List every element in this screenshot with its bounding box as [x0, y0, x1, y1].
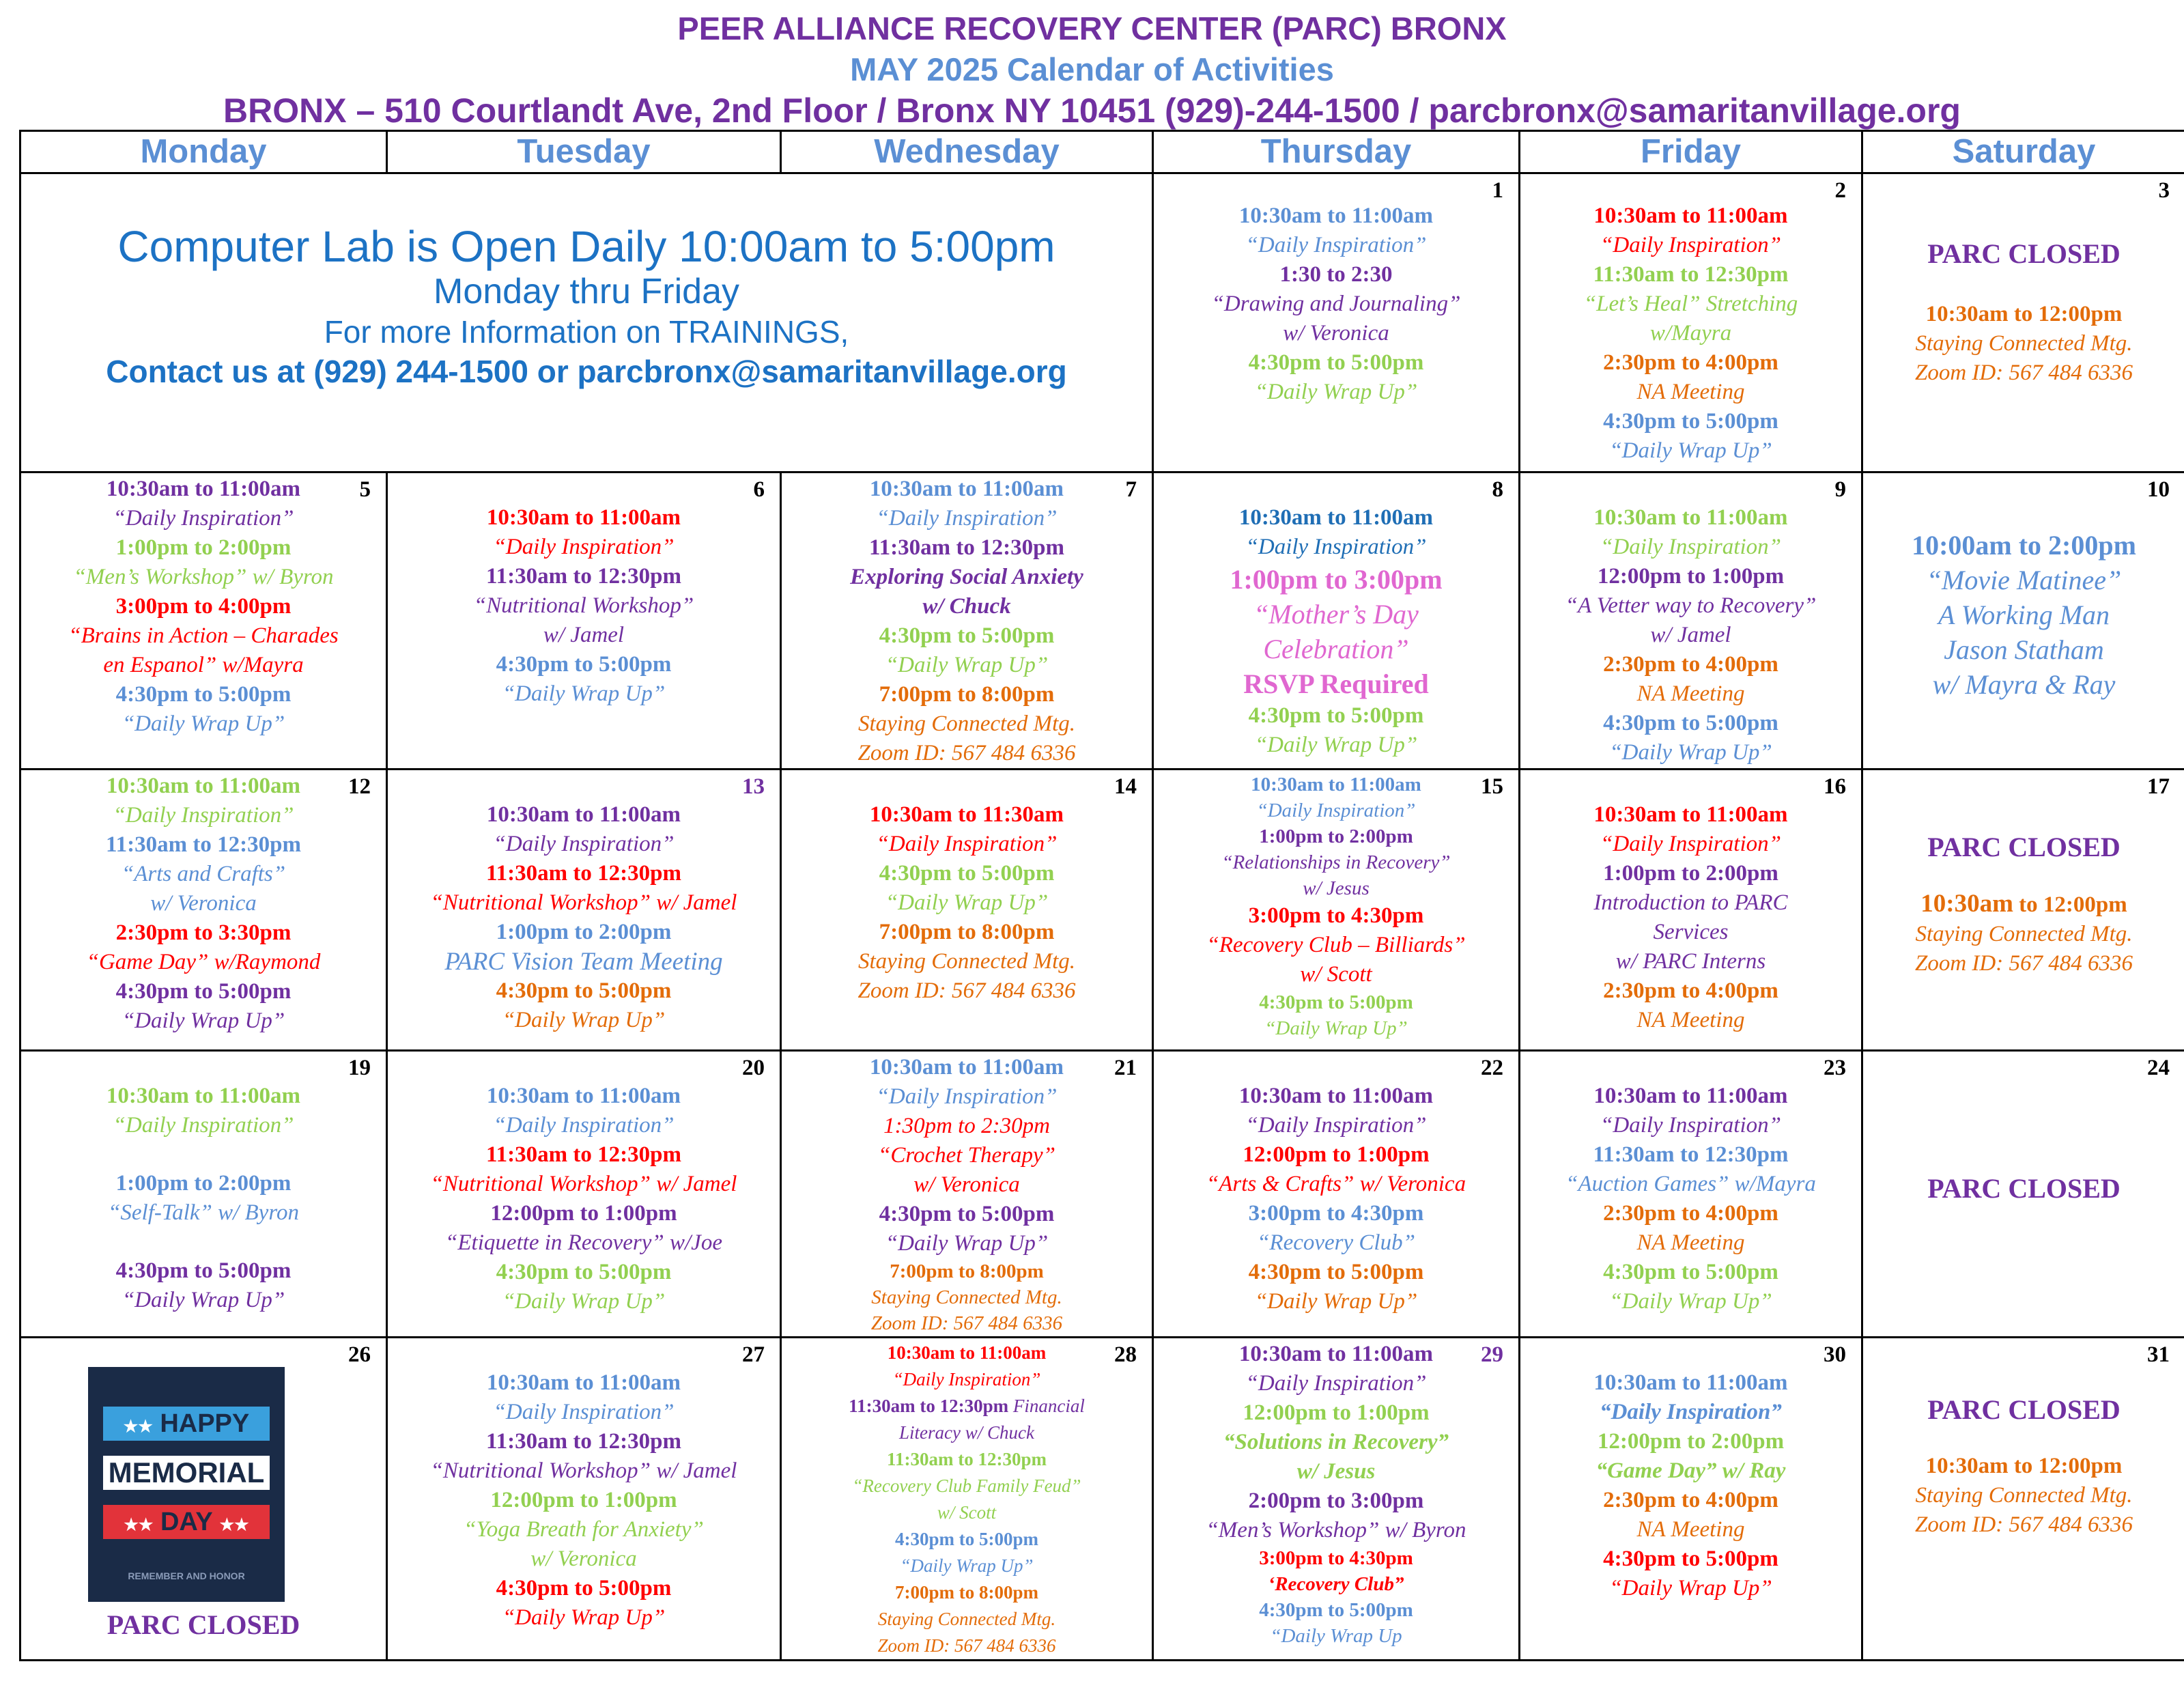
event-host: w/ Veronica	[530, 1547, 637, 1571]
event-time: 1:00pm to 2:00pm	[115, 535, 292, 560]
event-time: 4:30pm to 5:00pm	[496, 652, 672, 677]
day-number: 20	[742, 1056, 765, 1080]
day-cell-3	[1862, 173, 2184, 472]
day-cell-13	[387, 770, 781, 1051]
event-title: “Yoga Breath for Anxiety”	[464, 1517, 704, 1542]
event-time: 11:30am to 12:30pm	[1593, 262, 1789, 287]
event-time: 10:30am to 11:00am	[869, 1055, 1064, 1080]
event-time: 4:30pm to 5:00pm	[879, 623, 1055, 648]
event-time: 7:00pm to 8:00pm	[879, 920, 1055, 944]
event-time: 2:30pm to 4:00pm	[1603, 350, 1778, 375]
event-title: “Daily Wrap Up”	[1609, 740, 1772, 765]
event-title: “Let’s Heal” Stretching	[1583, 292, 1798, 316]
lab-hours: Computer Lab is Open Daily 10:00am to 5:00pm	[117, 222, 1055, 271]
week-row-4	[20, 1051, 2184, 1338]
event-host: w/ Veronica	[1283, 321, 1389, 345]
day-number: 31	[2147, 1342, 2170, 1367]
event-title: Staying Connected Mtg.	[857, 711, 1075, 736]
day-number: 9	[1834, 477, 1846, 502]
event-time: 1:00pm to 2:00pm	[1259, 826, 1413, 847]
event-title: Introduction to PARC	[1593, 890, 1788, 915]
event-time: 11:30am to 12:30pm	[106, 832, 301, 857]
event-title: “Recovery Club”	[1257, 1230, 1415, 1255]
week-row-2	[20, 472, 2184, 770]
parc-closed-label: PARC CLOSED	[107, 1609, 300, 1640]
event-host: w/ Scott	[1300, 962, 1372, 987]
event-time: 12:00pm to 1:00pm	[490, 1201, 677, 1226]
event-title: NA Meeting	[1636, 1517, 1745, 1542]
zoom-id: Zoom ID: 567 484 6336	[877, 1635, 1056, 1656]
event-time: 10:30am to 11:00am	[869, 477, 1064, 501]
event-host: w/ Jamel	[543, 623, 625, 647]
event-time: 1:00pm to 2:00pm	[1603, 861, 1778, 886]
event-time: 4:30pm to 5:00pm	[1603, 711, 1778, 735]
day-number: 21	[1114, 1056, 1137, 1080]
event-time: 10:30am to 11:00am	[486, 505, 681, 530]
event-title: “Daily Inspiration”	[1600, 535, 1781, 559]
header-wednesday: Wednesday	[781, 131, 1153, 173]
memorial-day-image	[88, 1367, 285, 1602]
event-host: w/ Veronica	[150, 891, 257, 916]
event-time: 12:00pm to 1:00pm	[1243, 1142, 1430, 1167]
event-title: “Game Day” w/ Ray	[1596, 1458, 1786, 1483]
happy-text	[88, 1407, 285, 1444]
event-title: Financial	[1012, 1396, 1085, 1416]
event-time: 2:30pm to 3:30pm	[115, 920, 292, 945]
event-time: 2:30pm to 4:00pm	[1603, 978, 1778, 1003]
day-cell-8	[1153, 472, 1520, 770]
day-number: 29	[1481, 1342, 1503, 1367]
day-number: 10	[2147, 477, 2170, 502]
event-title: “Daily Wrap Up”	[1254, 380, 1418, 404]
event-time: 3:00pm to 4:30pm	[1248, 903, 1424, 928]
day-cell-21	[781, 1051, 1153, 1338]
day-cell-1	[1153, 173, 1520, 472]
event-time: 7:00pm to 8:00pm	[895, 1582, 1038, 1603]
day-number: 30	[1824, 1342, 1846, 1367]
day-number: 14	[1114, 774, 1137, 799]
event-host: w/ Jamel	[1650, 623, 1731, 647]
event-time: 3:00pm to 4:30pm	[1248, 1201, 1424, 1226]
event-title: “Daily Inspiration”	[493, 535, 675, 559]
header-tuesday: Tuesday	[387, 131, 781, 173]
stars-icon: ★★	[123, 1417, 153, 1436]
event-host: w/ Chuck	[922, 594, 1011, 619]
day-cell-14	[781, 770, 1153, 1051]
event-host: w/ Veronica	[913, 1172, 1020, 1197]
event-title: “Movie Matinee”	[1926, 565, 2122, 595]
day-cell-6	[387, 472, 781, 770]
event-title: “Daily Inspiration”	[1600, 233, 1781, 257]
stars-icon: ★★	[219, 1516, 249, 1534]
event-time: 4:30pm to 5:00pm	[1259, 1599, 1413, 1621]
day-cell-22	[1153, 1051, 1520, 1338]
event-time: 2:30pm to 4:00pm	[1603, 1488, 1778, 1512]
event-title: “Daily Wrap Up”	[1609, 1289, 1772, 1314]
event-title: “Game Day” w/Raymond	[86, 950, 321, 974]
calendar-title: MAY 2025 Calendar of Activities	[850, 51, 1334, 87]
event-time: 11:30am to 12:30pm	[486, 1142, 681, 1167]
event-title: Staying Connected Mtg.	[871, 1286, 1062, 1308]
rsvp-note: RSVP Required	[1243, 668, 1429, 699]
day-number: 16	[1824, 774, 1846, 799]
event-time: 2:30pm to 4:00pm	[1603, 1201, 1778, 1226]
event-title: “Men’s Workshop” w/ Byron	[73, 565, 334, 589]
event-time: 4:30pm to 5:00pm	[1248, 703, 1424, 728]
day-number: 3	[2158, 178, 2170, 203]
day-number: 22	[1481, 1056, 1503, 1080]
event-time: 10:30am to 11:00am	[1238, 203, 1434, 228]
event-time: 10:00am to 2:00pm	[1912, 530, 2136, 561]
event-title: “Arts and Crafts”	[121, 862, 286, 886]
event-title: “Daily Wrap Up”	[1609, 1576, 1772, 1600]
day-cell-29	[1153, 1338, 1520, 1661]
event-time: 11:30am to 12:30pm	[486, 861, 681, 886]
event-title: “Daily Inspiration”	[1600, 1400, 1782, 1424]
event-time: 3:00pm to 4:00pm	[115, 594, 292, 619]
day-number: 2	[1834, 178, 1846, 203]
computer-lab-notice	[20, 173, 1153, 472]
event-title: “Recovery Club – Billiards”	[1206, 933, 1466, 957]
event-title: “Relationships in Recovery”	[1221, 851, 1451, 873]
event-title: “Daily Inspiration”	[1256, 800, 1416, 821]
event-title: NA Meeting	[1636, 681, 1745, 706]
day-cell-5	[20, 472, 387, 770]
event-time: 1:00pm to 2:00pm	[115, 1171, 292, 1196]
day-cell-17	[1862, 770, 2184, 1051]
event-time: 1:00pm to 2:00pm	[496, 920, 672, 944]
event-title: “Daily Wrap Up”	[502, 1289, 666, 1314]
event-title: “Nutritional Workshop”	[473, 593, 694, 618]
event-time: 7:00pm to 8:00pm	[879, 682, 1055, 707]
event-time: 12:00pm to 1:00pm	[490, 1488, 677, 1512]
event-title: “Daily Inspiration”	[892, 1369, 1041, 1389]
event-title: “Daily Wrap Up”	[1254, 733, 1418, 757]
day-cell-9	[1520, 472, 1862, 770]
event-host: w/ Jesus	[1296, 1459, 1376, 1484]
day-cell-31	[1862, 1338, 2184, 1661]
day-number: 27	[742, 1342, 765, 1367]
parc-closed-label: PARC CLOSED	[1927, 832, 2121, 862]
event-time: 11:30am to 12:30pm	[1593, 1142, 1789, 1167]
event-title: Staying Connected Mtg.	[1915, 331, 2133, 356]
event-title: “Daily Inspiration”	[113, 803, 294, 828]
zoom-id: Zoom ID: 567 484 6336	[1915, 951, 2133, 976]
event-time: 11:30am to 12:30pm	[486, 1429, 681, 1454]
event-title: “Daily Inspiration”	[1600, 1113, 1781, 1138]
parc-closed-label: PARC CLOSED	[1927, 1173, 2121, 1204]
event-time: 4:30pm to 5:00pm	[879, 1202, 1055, 1226]
event-title: Literacy w/ Chuck	[899, 1422, 1034, 1443]
event-title: “Nutritional Workshop” w/ Jamel	[430, 1458, 737, 1483]
header-monday: Monday	[20, 131, 387, 173]
event-time: 10:30am to 11:00am	[1238, 1342, 1434, 1366]
day-cell-12	[20, 770, 387, 1051]
event-title: “Etiquette in Recovery” w/Joe	[445, 1230, 722, 1255]
event-time: 2:00pm to 3:00pm	[1248, 1489, 1424, 1513]
day-text	[88, 1505, 285, 1542]
event-title: ‘Recovery Club”	[1268, 1573, 1404, 1595]
event-title: “Daily Inspiration”	[113, 506, 294, 531]
event-title: Services	[1653, 920, 1729, 944]
event-title: “Daily Wrap Up”	[502, 1605, 666, 1630]
parc-closed-label: PARC CLOSED	[1927, 238, 2121, 269]
week-row-3	[20, 770, 2184, 1051]
event-time: 11:30am to 12:30pm	[849, 1396, 1009, 1416]
week-row-1	[20, 173, 2184, 472]
day-number: 5	[359, 477, 371, 502]
event-time: 10:30am to 11:00am	[1593, 505, 1788, 530]
event-title: “Recovery Club Family Feud”	[852, 1476, 1081, 1496]
event-time-start: 10:30am	[1920, 890, 2013, 918]
week-row-5	[20, 1338, 2184, 1661]
event-time: 10:30am to 11:00am	[486, 1370, 681, 1395]
day-cell-24	[1862, 1051, 2184, 1338]
day-cell-7	[781, 472, 1153, 770]
event-time: 4:30pm to 5:00pm	[879, 861, 1055, 886]
event-host: w/ Jesus	[1303, 877, 1370, 899]
event-title: “Daily Inspiration”	[493, 832, 675, 856]
day-cell-2	[1520, 173, 1862, 472]
event-time: 4:30pm to 5:00pm	[1603, 1260, 1778, 1284]
calendar-grid	[19, 130, 2184, 1661]
event-time: 12:00pm to 1:00pm	[1243, 1400, 1430, 1425]
event-time: 10:30am to 11:00am	[106, 1084, 301, 1108]
event-title: “Daily Inspiration”	[1245, 535, 1427, 559]
zoom-id: Zoom ID: 567 484 6336	[857, 978, 1076, 1003]
event-title: “Daily Wrap Up”	[122, 1288, 285, 1312]
event-time: 4:30pm to 5:00pm	[1603, 409, 1778, 434]
event-title: “Nutritional Workshop” w/ Jamel	[430, 890, 737, 915]
day-number: 19	[348, 1056, 371, 1080]
event-time: 4:30pm to 5:00pm	[1603, 1547, 1778, 1571]
event-time: 11:30am to 12:30pm	[887, 1449, 1047, 1469]
event-title: “Daily Wrap Up”	[502, 681, 666, 706]
zoom-id: Zoom ID: 567 484 6336	[1915, 361, 2133, 385]
event-title: “Daily Inspiration”	[1245, 1113, 1427, 1138]
day-number: 13	[742, 774, 765, 799]
event-title: PARC Vision Team Meeting	[444, 948, 723, 976]
zoom-id: Zoom ID: 567 484 6336	[1915, 1512, 2133, 1537]
day-cell-10	[1862, 472, 2184, 770]
event-title: “Daily Wrap Up”	[885, 653, 1049, 677]
event-title: “Daily Wrap Up”	[885, 1231, 1049, 1256]
event-title: “Auction Games” w/Mayra	[1565, 1172, 1816, 1196]
event-time: 4:30pm to 5:00pm	[1248, 350, 1424, 375]
event-time: 10:30am to 11:00am	[1593, 203, 1788, 228]
day-number: 15	[1481, 774, 1503, 799]
day-number: 26	[348, 1342, 371, 1367]
event-title: Staying Connected Mtg.	[877, 1609, 1056, 1629]
event-title: “Daily Inspiration”	[1245, 233, 1427, 257]
event-title: “Self-Talk” w/ Byron	[108, 1200, 299, 1225]
event-time: 10:30am to 11:00am	[486, 1084, 681, 1108]
event-time: 4:30pm to 5:00pm	[1248, 1260, 1424, 1284]
event-title: “Men’s Workshop” w/ Byron	[1206, 1518, 1466, 1542]
event-time-row	[782, 1393, 1152, 1420]
day-cell-19	[20, 1051, 387, 1338]
event-title: “Daily Inspiration”	[876, 1084, 1058, 1109]
event-time: 10:30am to 11:00am	[106, 477, 301, 501]
event-time: 10:30am to 11:00am	[1593, 802, 1788, 827]
day-cell-28	[781, 1338, 1153, 1661]
event-title: NA Meeting	[1636, 1230, 1745, 1255]
event-title: “Crochet Therapy”	[877, 1143, 1056, 1168]
trainings-info: For more Information on TRAININGS,	[324, 314, 849, 350]
day-number: 12	[348, 774, 371, 799]
event-time: 10:30am to 12:00pm	[1925, 302, 2123, 326]
event-title: “Daily Inspiration”	[493, 1113, 675, 1138]
event-time: 7:00pm to 8:00pm	[890, 1260, 1044, 1282]
event-title: NA Meeting	[1636, 1008, 1745, 1032]
event-time: 4:30pm to 5:00pm	[115, 682, 292, 707]
event-title: Exploring Social Anxiety	[850, 565, 1083, 589]
event-title: “Mother’s Day	[1253, 599, 1419, 630]
address-line: BRONX – 510 Courtlandt Ave, 2nd Floor / Bronx NY 10451 (929)-244-1500 / parcbronx@samaritanvillage.org	[223, 91, 1961, 130]
event-title: “Daily Wrap Up”	[900, 1555, 1034, 1576]
event-time: 10:30am to 11:00am	[106, 774, 301, 798]
event-time: 11:30am to 12:30pm	[869, 535, 1064, 560]
lab-days: Monday thru Friday	[434, 272, 739, 311]
day-number: 17	[2147, 774, 2170, 799]
event-title: “Daily Inspiration”	[113, 1113, 294, 1138]
event-time: 10:30am to 11:00am	[1251, 774, 1421, 795]
parc-closed-label: PARC CLOSED	[1927, 1394, 2121, 1425]
contact-info: Contact us at (929) 244-1500 or parcbronx@samaritanvillage.org	[106, 354, 1067, 389]
movie-actor: Jason Statham	[1944, 634, 2104, 665]
happy-word: HAPPY	[160, 1409, 250, 1438]
event-title: “Daily Wrap Up	[1270, 1625, 1402, 1647]
day-cell-30	[1520, 1338, 1862, 1661]
zoom-id: Zoom ID: 567 484 6336	[870, 1312, 1063, 1334]
event-time: 12:00pm to 2:00pm	[1597, 1429, 1785, 1454]
event-title: NA Meeting	[1636, 380, 1745, 404]
event-title: “Daily Inspiration”	[493, 1400, 675, 1424]
event-title: “Daily Inspiration”	[1245, 1371, 1427, 1396]
day-number: 1	[1492, 178, 1503, 203]
event-time: 12:00pm to 1:00pm	[1597, 564, 1785, 589]
event-host: w/ Scott	[937, 1502, 997, 1523]
event-time: 10:30am to 11:00am	[887, 1342, 1047, 1363]
event-time: 10:30am to 11:00am	[1238, 505, 1434, 530]
day-cell-23	[1520, 1051, 1862, 1338]
event-host: w/ PARC Interns	[1615, 949, 1766, 974]
event-time: 10:30am to 12:00pm	[1925, 1454, 2123, 1478]
event-time: 10:30am to 11:00am	[486, 802, 681, 827]
event-title: “Daily Inspiration”	[876, 506, 1058, 531]
event-title: “Daily Wrap Up”	[1254, 1289, 1418, 1314]
event-time: 10:30am to 11:00am	[1238, 1084, 1434, 1108]
event-host: w/Mayra	[1649, 321, 1732, 345]
event-time: 10:30am to 11:00am	[1593, 1370, 1788, 1395]
event-time: 10:30am to 11:30am	[869, 802, 1064, 827]
day-word: DAY	[160, 1508, 213, 1536]
event-title: “Daily Wrap Up”	[1264, 1017, 1408, 1039]
event-title: “Daily Wrap Up”	[1609, 438, 1772, 463]
day-number: 23	[1824, 1056, 1846, 1080]
event-time: 10:30am to 11:00am	[1593, 1084, 1788, 1108]
event-title: Staying Connected Mtg.	[1915, 1483, 2133, 1508]
event-time: 4:30pm to 5:00pm	[115, 979, 292, 1004]
event-title: “Brains in Action – Charades	[68, 623, 339, 648]
day-cell-20	[387, 1051, 781, 1338]
event-title: “Drawing and Journaling”	[1211, 292, 1461, 316]
movie-title: A Working Man	[1938, 599, 2110, 630]
event-title: “Daily Wrap Up”	[122, 1008, 285, 1033]
event-title: “Arts & Crafts” w/ Veronica	[1206, 1172, 1466, 1196]
day-cell-27	[387, 1338, 781, 1661]
day-cell-15	[1153, 770, 1520, 1051]
day-number: 6	[753, 477, 765, 502]
day-number: 7	[1125, 477, 1137, 502]
event-time: 1:30pm to 2:30pm	[883, 1114, 1050, 1138]
memorial-text: MEMORIAL	[108, 1456, 265, 1489]
event-title: “A Vetter way to Recovery”	[1565, 593, 1817, 618]
event-title: “Solutions in Recovery”	[1223, 1430, 1449, 1454]
event-title: “Daily Wrap Up”	[885, 890, 1049, 915]
event-title: “Daily Inspiration”	[1600, 832, 1781, 856]
header-thursday: Thursday	[1153, 131, 1520, 173]
day-number: 24	[2147, 1056, 2170, 1080]
event-title: Celebration”	[1263, 634, 1409, 664]
event-time: 11:30am to 12:30pm	[486, 564, 681, 589]
event-host: w/ Mayra & Ray	[1932, 669, 2116, 700]
event-time: 4:30pm to 5:00pm	[496, 1260, 672, 1284]
event-time: 4:30pm to 5:00pm	[496, 1576, 672, 1600]
day-number: 8	[1492, 477, 1503, 502]
event-time: 1:00pm to 3:00pm	[1230, 564, 1443, 595]
event-title: “Daily Wrap Up”	[502, 1008, 666, 1032]
event-time: 4:30pm to 5:00pm	[1259, 991, 1413, 1013]
event-title: “Daily Wrap Up”	[122, 711, 285, 736]
weekday-header-row	[20, 131, 2184, 173]
event-time-end: to 12:00pm	[2019, 892, 2127, 917]
event-time: 1:30 to 2:30	[1279, 262, 1393, 287]
event-title: Staying Connected Mtg.	[857, 949, 1075, 974]
event-time: 4:30pm to 5:00pm	[496, 978, 672, 1003]
event-title: en Espanol” w/Mayra	[103, 653, 304, 677]
event-time: 3:00pm to 4:30pm	[1259, 1547, 1413, 1569]
event-title: Staying Connected Mtg.	[1915, 922, 2133, 946]
event-title: “Daily Inspiration”	[876, 832, 1058, 856]
event-time: 2:30pm to 4:00pm	[1603, 652, 1778, 677]
event-time: 4:30pm to 5:00pm	[115, 1258, 292, 1283]
header-friday: Friday	[1520, 131, 1862, 173]
center-title: PEER ALLIANCE RECOVERY CENTER (PARC) BRONX	[677, 10, 1507, 46]
remember-caption: REMEMBER AND HONOR	[128, 1570, 245, 1581]
day-cell-16	[1520, 770, 1862, 1051]
day-cell-26	[20, 1338, 387, 1661]
stars-icon: ★★	[124, 1516, 154, 1534]
event-title: “Nutritional Workshop” w/ Jamel	[430, 1172, 737, 1196]
zoom-id: Zoom ID: 567 484 6336	[857, 741, 1076, 765]
day-number: 28	[1114, 1342, 1137, 1367]
event-time	[1863, 889, 2184, 920]
event-time: 4:30pm to 5:00pm	[895, 1529, 1038, 1549]
header-saturday: Saturday	[1862, 131, 2184, 173]
